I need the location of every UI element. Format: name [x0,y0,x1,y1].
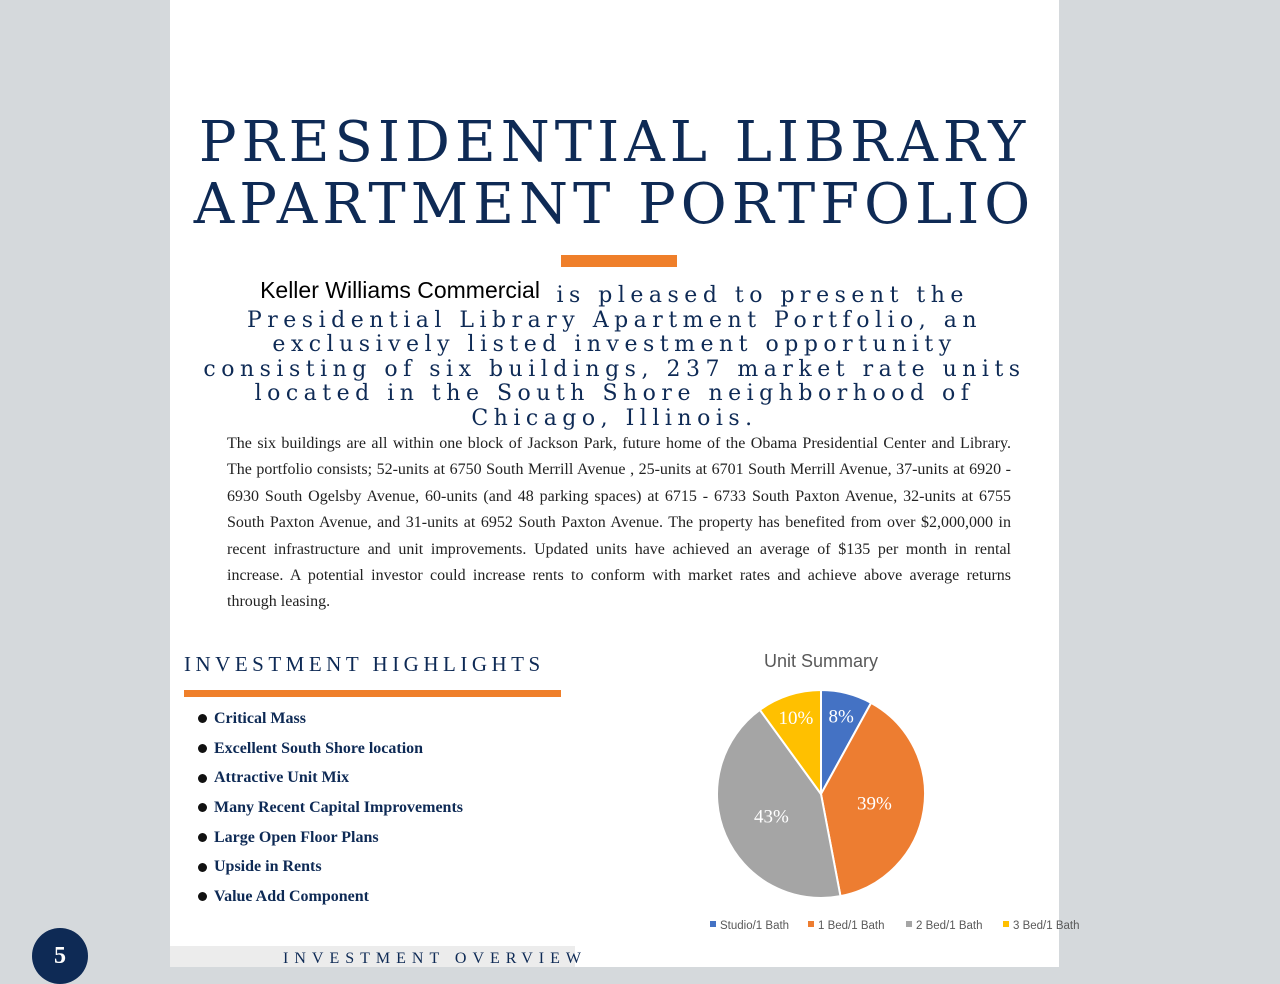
footer-section-label: INVESTMENT OVERVIEW [283,950,587,967]
bullet-icon [198,892,207,901]
legend-label: Studio/1 Bath [720,920,790,932]
highlight-label: Large Open Floor Plans [214,828,379,846]
highlights-list [198,704,463,912]
title-line-1: PRESIDENTIAL LIBRARY [198,110,1031,175]
highlight-label: Attractive Unit Mix [214,769,350,787]
list-item [198,793,463,823]
highlights-divider [184,690,561,697]
legend-swatch [808,921,814,927]
bullet-icon [198,774,207,783]
intro-statement [198,277,1031,431]
brochure-page [170,0,1080,967]
highlights-heading: INVESTMENT HIGHLIGHTS [184,652,545,676]
brand-name: Keller Williams Commercial [260,277,540,303]
unit-summary-pie-chart [710,640,1080,945]
list-item [198,704,463,734]
legend-label: 2 Bed/1 Bath [916,920,983,932]
slice-data-label: 43% [753,806,789,828]
slice-data-label: 39% [857,793,892,815]
title-line-2: APARTMENT PORTFOLIO [193,172,1036,237]
legend-label: 1 Bed/1 Bath [818,920,885,932]
list-item [198,852,463,882]
slice-data-label: 8% [828,706,854,728]
page-title [170,112,1059,236]
legend-swatch [1003,921,1009,927]
highlight-label: Many Recent Capital Improvements [214,798,464,816]
legend-swatch [906,921,912,927]
bullet-icon [198,803,207,812]
bullet-icon [198,833,207,842]
highlight-label: Critical Mass [214,709,306,727]
slice-data-label: 10% [778,707,814,729]
highlight-label: Excellent South Shore location [214,739,424,757]
chart-title: Unit Summary [763,651,879,671]
highlight-label: Upside in Rents [214,858,322,876]
intro-text: is pleased to present the Presidential Library Apartment Portfolio, an exclusively listed investment opportunity consisting of six buildings, 237 market rate units located in the South Shore neighborhood of Chicago, Illinois. [203,283,1026,431]
page-number-badge: 5 [32,928,88,984]
bullet-icon [198,863,207,872]
list-item [198,763,463,793]
list-item [198,823,463,853]
title-divider [561,255,677,267]
legend-label: 3 Bed/1 Bath [1013,920,1080,932]
bullet-icon [198,714,207,723]
bullet-icon [198,744,207,753]
legend-swatch [710,921,716,927]
highlight-label: Value Add Component [214,887,370,905]
description-paragraph: The six buildings are all within one block of Jackson Park, future home of the Obama Presidential Center and Library. The portfolio consists; 52-units at 6750 South Merrill Avenue , 25-units at 6701 South Merrill Avenue, 37-units at 6920 - 6930 South Ogelsby Avenue, 60-units (and 48 parking spaces) at 6715 - 6733 South Paxton Avenue, 32-units at 6755 South Paxton Avenue, and 31-units at 6952 South Paxton Avenue. The property has benefited from over $2,000,000 in recent infrastructure and unit improvements. Updated units have achieved an average of $135 per month in rental increase. A potential investor could increase rents to conform with market rates and achieve above average returns through leasing. [227,435,1011,611]
list-item [198,882,463,912]
list-item [198,734,463,764]
